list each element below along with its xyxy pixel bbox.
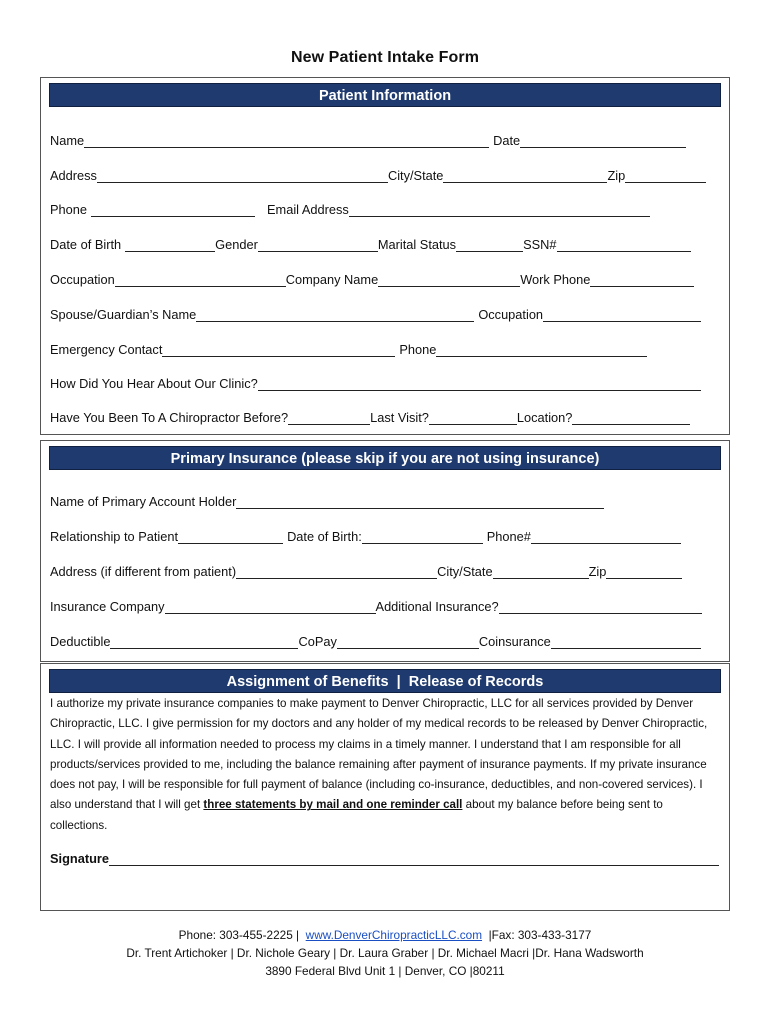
emergency-phone-label: Phone [399, 342, 437, 357]
footer-contact-line [0, 926, 770, 944]
signature-row [50, 848, 720, 866]
authorization-text-part-2: about my balance before being sent to collections. [50, 798, 663, 832]
occupation-label: Occupation [50, 272, 115, 287]
account-holder-label: Name of Primary Account Holder [50, 494, 237, 509]
referral-source-field[interactable] [258, 376, 701, 391]
form-title: New Patient Intake Form [290, 49, 480, 66]
emergency-row [50, 339, 720, 357]
referral-source-label: How Did You Hear About Our Clinic? [50, 376, 258, 391]
date-label: Date [493, 133, 521, 148]
chiropractor-before-field[interactable] [288, 410, 370, 425]
address-row [50, 165, 720, 183]
ssn-label: SSN# [523, 237, 557, 252]
gender-label: Gender [215, 237, 258, 252]
insured-address-row [50, 561, 720, 579]
deductible-label: Deductible [50, 634, 111, 649]
spouse-name-label: Spouse/Guardian’s Name [50, 307, 197, 322]
email-field[interactable] [349, 202, 650, 217]
website-link[interactable]: www.DenverChiropracticLLC.com [305, 928, 483, 942]
insurance-company-row [50, 596, 720, 614]
insured-zip-label: Zip [588, 564, 607, 579]
assignment-of-benefits-section [40, 663, 730, 911]
city-state-field[interactable] [443, 168, 607, 183]
chiropractor-before-label: Have You Been To A Chiropractor Before? [50, 410, 289, 425]
insured-phone-label: Phone# [486, 529, 531, 544]
primary-insurance-header: Primary Insurance (please skip if you are not using insurance) [49, 446, 721, 470]
footer-phone: Phone: 303-455-2225 | [178, 928, 306, 942]
assignment-of-benefits-header: Assignment of Benefits | Release of Records [49, 669, 721, 693]
dob-gender-row [50, 234, 720, 252]
email-label: Email Address [267, 202, 349, 217]
name-field[interactable] [84, 133, 489, 148]
dob-label: Date of Birth [50, 237, 122, 252]
signature-label: Signature [50, 851, 110, 866]
zip-label: Zip [607, 168, 626, 183]
authorization-text [50, 694, 717, 836]
copay-label: CoPay [298, 634, 337, 649]
ssn-field[interactable] [557, 237, 691, 252]
spouse-row [50, 304, 720, 322]
authorization-text-part-1: I authorize my private insurance companies to make payment to Denver Chiropractic, LLC for all services provided by Denver Chiropractic, LLC. I give permission for my doctors and any holder of my medical records to be released by Denver Chiropractic, LLC. I will provide all information needed to process my claims in a timely manner. I understand that I am responsible for all products/services provided to me, including the balance remaining after payment of insurance payments. If my private insurance does not pay, I will be responsible for full payment of balance (including co-insurance, deductibles, and non-covered services). I also understand that I will get [50, 697, 708, 812]
coinsurance-label: Coinsurance [478, 634, 551, 649]
spouse-occupation-field[interactable] [543, 307, 701, 322]
additional-insurance-field[interactable] [499, 599, 702, 614]
footer [0, 926, 770, 980]
relationship-field[interactable] [178, 529, 283, 544]
emergency-contact-field[interactable] [162, 342, 395, 357]
gender-field[interactable] [258, 237, 378, 252]
primary-insurance-section [40, 440, 730, 662]
referral-row [50, 373, 720, 391]
patient-information-section [40, 77, 730, 435]
deductible-field[interactable] [110, 634, 298, 649]
name-date-row [50, 130, 720, 148]
occupation-row [50, 269, 720, 287]
insured-dob-field[interactable] [362, 529, 483, 544]
footer-address: 3890 Federal Blvd Unit 1 | Denver, CO |80211 [265, 964, 505, 978]
deductible-row [50, 631, 720, 649]
spouse-occupation-label: Occupation [478, 307, 544, 322]
date-field[interactable] [520, 133, 686, 148]
emergency-phone-field[interactable] [436, 342, 647, 357]
company-name-label: Company Name [285, 272, 379, 287]
location-field[interactable] [572, 410, 690, 425]
account-holder-field[interactable] [236, 494, 604, 509]
patient-information-header: Patient Information [49, 83, 721, 107]
location-label: Location? [516, 410, 573, 425]
insured-city-state-field[interactable] [493, 564, 589, 579]
insured-phone-field[interactable] [531, 529, 681, 544]
occupation-field[interactable] [115, 272, 286, 287]
spouse-name-field[interactable] [196, 307, 474, 322]
insured-zip-field[interactable] [606, 564, 682, 579]
last-visit-label: Last Visit? [370, 410, 429, 425]
marital-status-field[interactable] [456, 237, 523, 252]
additional-insurance-label: Additional Insurance? [375, 599, 499, 614]
phone-label: Phone [50, 202, 88, 217]
insurance-company-label: Insurance Company [50, 599, 165, 614]
chiropractor-history-row [50, 407, 720, 425]
insured-address-label: Address (if different from patient) [50, 564, 237, 579]
phone-field[interactable] [91, 202, 255, 217]
emergency-contact-label: Emergency Contact [50, 342, 163, 357]
footer-doctors: Dr. Trent Artichoker | Dr. Nichole Geary | Dr. Laura Graber | Dr. Michael Macri |Dr. Hana Wadsworth [126, 946, 644, 960]
phone-email-row [50, 199, 720, 217]
insured-address-field[interactable] [236, 564, 437, 579]
company-name-field[interactable] [378, 272, 520, 287]
account-holder-row [50, 491, 720, 509]
signature-field[interactable] [109, 851, 719, 866]
relationship-row [50, 526, 720, 544]
statements-emphasis: three statements by mail and one reminder call [203, 798, 463, 812]
marital-status-label: Marital Status [377, 237, 457, 252]
insurance-company-field[interactable] [165, 599, 376, 614]
work-phone-field[interactable] [590, 272, 694, 287]
relationship-label: Relationship to Patient [50, 529, 179, 544]
address-field[interactable] [97, 168, 388, 183]
copay-field[interactable] [337, 634, 479, 649]
name-label: Name [50, 133, 85, 148]
coinsurance-field[interactable] [551, 634, 701, 649]
work-phone-label: Work Phone [520, 272, 591, 287]
address-label: Address [50, 168, 97, 183]
insured-city-state-label: City/State [437, 564, 493, 579]
last-visit-field[interactable] [429, 410, 517, 425]
footer-fax: |Fax: 303-433-3177 [482, 928, 592, 942]
zip-field[interactable] [625, 168, 706, 183]
city-state-label: City/State [387, 168, 444, 183]
insured-dob-label: Date of Birth: [287, 529, 362, 544]
dob-field[interactable] [125, 237, 215, 252]
